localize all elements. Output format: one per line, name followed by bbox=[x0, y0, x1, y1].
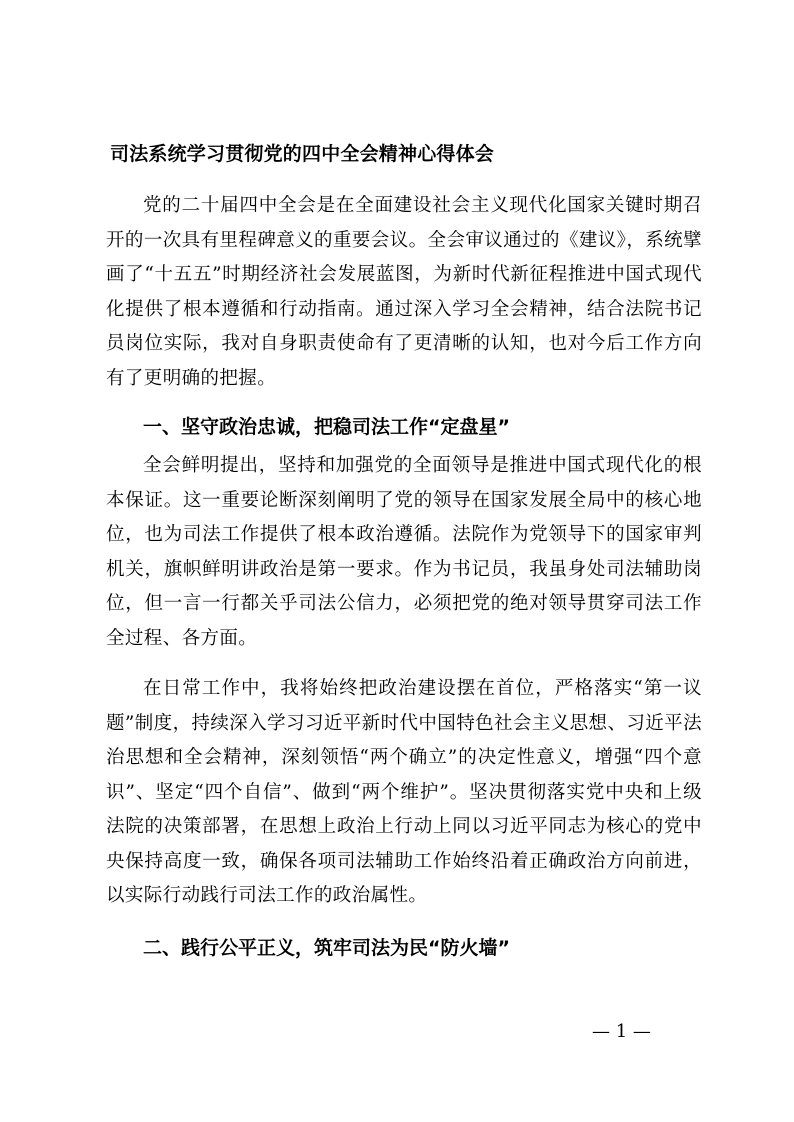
document-title: 司法系统学习贯彻党的四中全会精神心得体会 bbox=[110, 143, 495, 165]
page-number: — 1 — bbox=[592, 1021, 651, 1042]
section-heading-1: 一、坚守政治忠诚，把稳司法工作“定盘星” bbox=[143, 416, 510, 438]
intro-paragraph: 党的二十届四中全会是在全面建设社会主义现代化国家关键时期召开的一次具有里程碑意义的重要会议。全会审议通过的《建议》，系统擘画了“十五五”时期经济社会发展蓝图，为新时代新征程推进中国式现代化提供了根本遵循和行动指南。通过深入学习全会精神，结合法院书记员岗位实际，我对自身职责使命有了更清晰的认知，也对今后工作方向有了更明确的把握。 bbox=[106, 195, 702, 389]
section-1-paragraph-2: 在日常工作中，我将始终把政治建设摆在首位，严格落实“第一议题”制度，持续深入学习习近平新时代中国特色社会主义思想、习近平法治思想和全会精神，深刻领悟“两个确立”的决定性意义，增强“四个意识”、坚定“四个自信”、做到“两个维护”。坚决贯彻落实党中央和上级法院的决策部署，在思想上政治上行动上同以习近平同志为核心的党中央保持高度一致，确保各项司法辅助工作始终沿着正确政治方向前进，以实际行动践行司法工作的政治属性。 bbox=[106, 678, 702, 906]
section-heading-2: 二、践行公平正义，筑牢司法为民“防火墙” bbox=[143, 937, 510, 959]
section-1-paragraph-1: 全会鲜明提出，坚持和加强党的全面领导是推进中国式现代化的根本保证。这一重要论断深刻阐明了党的领导在国家发展全局中的核心地位，也为司法工作提供了根本政治遵循。法院作为党领导下的国家审判机关，旗帜鲜明讲政治是第一要求。作为书记员，我虽身处司法辅助岗位，但一言一行都关乎司法公信力，必须把党的绝对领导贯穿司法工作全过程、各方面。 bbox=[106, 455, 702, 649]
